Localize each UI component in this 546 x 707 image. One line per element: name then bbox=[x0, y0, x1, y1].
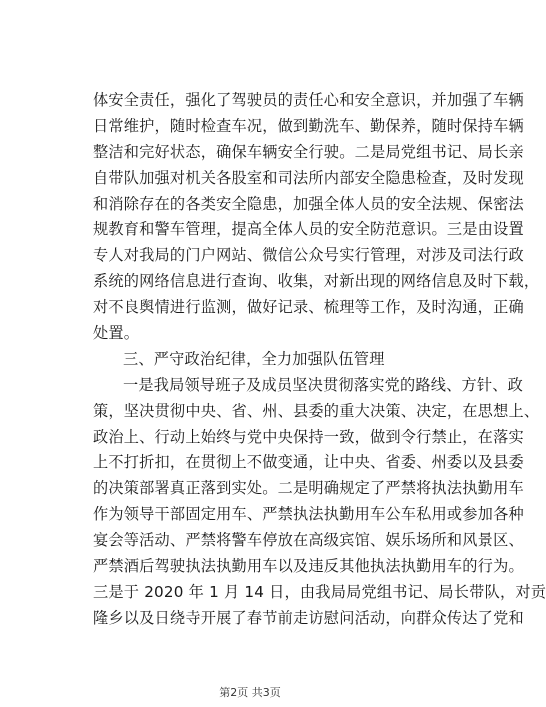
document-body bbox=[93, 88, 546, 632]
page-footer bbox=[0, 684, 500, 700]
text-line: 日常维护，随时检查车况，做到勤洗车、勤保养，随时保持车辆 bbox=[93, 116, 524, 135]
text-line: 隆乡以及日绕寺开展了春节前走访慰问活动，向群众传达了党和 bbox=[93, 608, 524, 627]
text-line: 政治上、行动上始终与党中央保持一致，做到令行禁止，在落实 bbox=[93, 427, 524, 446]
section-heading: 三、严守政治纪律，全力加强队伍管理 bbox=[123, 349, 385, 368]
text-line: 宴会等活动、严禁将警车停放在高级宾馆、娱乐场所和风景区、 bbox=[93, 531, 524, 550]
text-line: 处置。 bbox=[93, 324, 140, 343]
text-line: 系统的网络信息进行查询、收集，对新出现的网络信息及时下载， bbox=[93, 272, 540, 291]
text-line: 作为领导干部固定用车、严禁执法执勤用车公车私用或参加各种 bbox=[93, 505, 524, 524]
text-line: 整洁和完好状态，确保车辆安全行驶。二是局党组书记、局长亲 bbox=[93, 142, 524, 161]
page-number-label: 第2页 共3页 bbox=[219, 686, 281, 699]
text-line: 严禁酒后驾驶执法执勤用车以及违反其他执法执勤用车的行为。 bbox=[93, 557, 524, 576]
text-line: 和消除存在的各类安全隐患，加强全体人员的安全法规、保密法 bbox=[93, 194, 524, 213]
text-line: 专人对我局的门户网站、微信公众号实行管理，对涉及司法行政 bbox=[93, 246, 524, 265]
text-line: 策，坚决贯彻中央、省、州、县委的重大决策、决定，在思想上、 bbox=[93, 401, 540, 420]
text-line: 一是我局领导班子及成员坚决贯彻落实党的路线、方针、政 bbox=[123, 375, 524, 394]
text-line: 上不打折扣，在贯彻上不做变通，让中央、省委、州委以及县委 bbox=[93, 453, 524, 472]
text-line: 规教育和警车管理，提高全体人员的安全防范意识。三是由设置 bbox=[93, 220, 524, 239]
text-line: 对不良舆情进行监测，做好记录、梳理等工作，及时沟通，正确 bbox=[93, 298, 524, 317]
text-line: 三是于 2020 年 1 月 14 日，由我局局党组书记、局长带队，对贡 bbox=[93, 582, 546, 601]
text-line: 体安全责任，强化了驾驶员的责任心和安全意识，并加强了车辆 bbox=[93, 91, 524, 109]
text-line: 的决策部署真正落到实处。二是明确规定了严禁将执法执勤用车 bbox=[93, 479, 524, 498]
text-line: 自带队加强对机关各股室和司法所内部安全隐患检查，及时发现 bbox=[93, 168, 524, 187]
